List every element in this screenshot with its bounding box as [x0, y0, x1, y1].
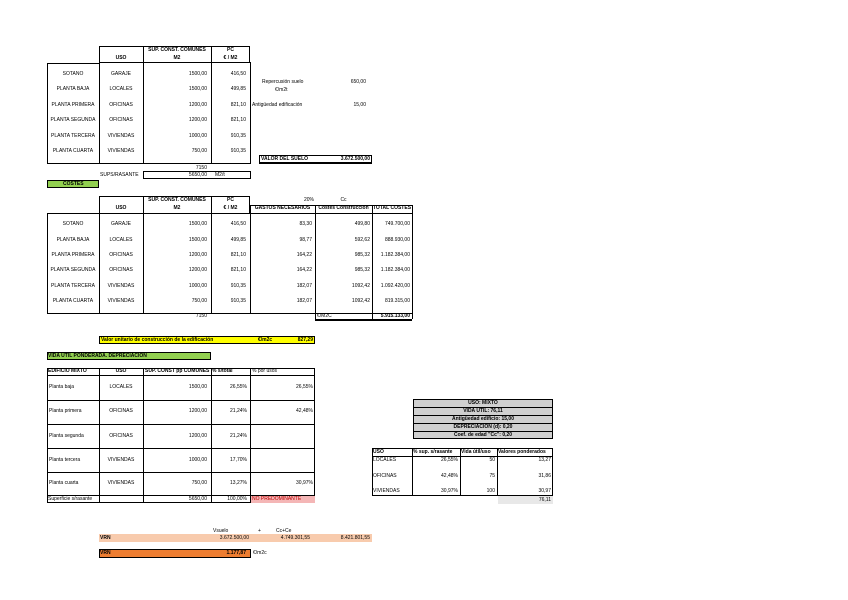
v-sup-rasante-value: 5650,00 [188, 496, 207, 502]
c-r3-sup: 1200,00 [188, 267, 207, 273]
v-r3-uso: VIVIENDAS [107, 457, 135, 463]
t1-r2-planta: PLANTA PRIMERA [51, 102, 95, 108]
t1-r1-planta: PLANTA BAJA [56, 86, 90, 92]
v-r1-planta: Planta primera [49, 408, 82, 414]
repercusion-label: Repercusión suelo [262, 79, 304, 85]
u-h-valores: Valores ponderados [498, 449, 546, 455]
v-r4-uso: VIVIENDAS [107, 480, 135, 486]
c-r1-uso: LOCALES [109, 237, 133, 243]
t1-r5-pc: 910,35 [230, 148, 246, 154]
c-h-uso: USO [115, 205, 127, 211]
vrn-h-suelo: Vsuelo [213, 528, 229, 534]
c-r5-planta: PLANTA CUARTA [52, 298, 94, 304]
c-r5-sup: 750,00 [191, 298, 207, 304]
t1-sups-rasante-value: 5650,00 [188, 172, 207, 178]
v-r2-planta: Planta segunda [49, 433, 84, 439]
t1-r2-uso: OFICINAS [109, 102, 133, 108]
t1-h-sup: SUP. CONST. COMUNES [148, 47, 206, 53]
c-r0-cc: 499,80 [354, 221, 370, 227]
u-r0-valor: 13,27 [538, 457, 551, 463]
t1-sups-rasante-label: SUPS/RASANTE [100, 172, 139, 178]
repercusion-value: 650,00 [350, 79, 366, 85]
c-total-costes: 5.915.133,00 [380, 313, 410, 319]
summary-vida-util: VIDA ÚTIL: 76,11 [463, 408, 503, 414]
t1-r1-pc: 499,85 [230, 86, 246, 92]
v-r0-uso: LOCALES [109, 384, 133, 390]
c-r0-planta: SOTANO [62, 221, 84, 227]
t1-r0-planta: SOTANO [62, 71, 84, 77]
u-h-vida: Vida útil/uso [461, 449, 491, 455]
repercusion-unit: €/m2t [275, 87, 288, 93]
c-r0-total: 749.700,00 [384, 221, 410, 227]
c-h-pc-unit: € / M2 [223, 205, 238, 211]
v-r2-uso: OFICINAS [109, 433, 133, 439]
t1-r3-planta: PLANTA SEGUNDA [50, 117, 96, 123]
valor-unitario-label: Valor unitario de construcción de la edificación [101, 337, 214, 343]
c-h-pct: 20% [303, 197, 314, 203]
u-h-uso: USO [373, 449, 384, 455]
t1-r0-pc: 416,50 [230, 71, 246, 77]
t1-r0-sup: 1500,00 [188, 71, 207, 77]
v-h-pct-total: % s/total [212, 368, 233, 374]
c-r5-uso: VIVIENDAS [107, 298, 135, 304]
c-h-cc: Cc [340, 197, 347, 203]
valor-unitario-value: 827,29 [297, 337, 313, 343]
c-r2-pc: 821,10 [230, 252, 246, 258]
c-r1-planta: PLANTA BAJA [56, 237, 90, 243]
c-r4-uso: VIVIENDAS [107, 283, 135, 289]
v-r3-pct-total: 17,70% [230, 457, 247, 463]
v-r2-pct-total: 21,24% [230, 433, 247, 439]
no-predominante-label: NO PREDOMINANTE [252, 496, 302, 502]
c-r4-gastos: 182,07 [296, 283, 312, 289]
c-r2-gastos: 164,22 [296, 252, 312, 258]
t1-r5-uso: VIVIENDAS [107, 148, 135, 154]
c-h-gastos: GASTOS NECESARIOS [254, 205, 311, 211]
u-r0-pct: 26,55% [441, 457, 458, 463]
vrn-label2: VRN [100, 550, 111, 556]
v-r0-planta: Planta baja [49, 384, 75, 390]
vrn-suelo: 3.672.500,00 [219, 535, 249, 541]
c-r3-total: 1.182.384,00 [380, 267, 410, 273]
c-r4-sup: 1000,00 [188, 283, 207, 289]
t1-h-sup-unit: M2 [173, 55, 181, 61]
t1-r0-uso: GARAJE [110, 71, 131, 77]
t1-sups-rasante-unit: M2/t [215, 172, 225, 178]
valor-unitario-unit: €/m2c [258, 337, 273, 343]
c-r2-planta: PLANTA PRIMERA [51, 252, 95, 258]
c-r0-gastos: 83,30 [299, 221, 312, 227]
v-r0-pct-usos: 26,55% [296, 384, 313, 390]
u-total: 76,11 [538, 497, 551, 503]
c-r4-cc: 1092,42 [351, 283, 370, 289]
c-r5-cc: 1092,42 [351, 298, 370, 304]
t1-r4-planta: PLANTA TERCERA [51, 133, 95, 139]
v-sup-rasante-label: Superficie s/rasante [48, 496, 93, 502]
t1-r3-pc: 821,10 [230, 117, 246, 123]
c-r1-total: 888.930,00 [384, 237, 410, 243]
c-r3-uso: OFICINAS [109, 267, 133, 273]
v-h-sup: SUP. CONST pp COMUNES [145, 368, 210, 374]
u-r1-pct: 42,48% [441, 473, 458, 479]
c-r4-total: 1.092.420,00 [380, 283, 410, 289]
t1-h-pc-unit: € / M2 [223, 55, 238, 61]
costes-section-label: COSTES [63, 181, 84, 187]
t1-total-sup: 7150 [195, 165, 207, 171]
u-r0-uso: LOCALES [373, 457, 397, 463]
c-total-sup: 7150 [195, 313, 207, 319]
antiguedad-value: 15,00 [353, 102, 366, 108]
c-h-pc: PC [227, 197, 234, 203]
t1-r4-sup: 1000,00 [188, 133, 207, 139]
c-h-sup: SUP. CONST. COMUNES [148, 197, 206, 203]
c-r5-total: 819.315,00 [384, 298, 410, 304]
t1-r1-uso: LOCALES [109, 86, 133, 92]
summary-depreciacion: DEPRECIACIÓN (d): 0,20 [453, 424, 513, 430]
v-r0-pct-total: 26,55% [230, 384, 247, 390]
t1-r2-pc: 821,10 [230, 102, 246, 108]
v-r4-pct-total: 13,27% [230, 480, 247, 486]
t1-r1-sup: 1500,00 [188, 86, 207, 92]
u-r2-vida: 100 [486, 488, 495, 494]
vrn-label: VRN [100, 535, 111, 541]
c-r3-planta: PLANTA SEGUNDA [50, 267, 96, 273]
c-r2-cc: 985,32 [354, 252, 370, 258]
c-h-sup-unit: M2 [173, 205, 181, 211]
c-r2-total: 1.182.384,00 [380, 252, 410, 258]
v-r1-uso: OFICINAS [109, 408, 133, 414]
c-r1-gastos: 98,77 [299, 237, 312, 243]
c-r2-sup: 1200,00 [188, 252, 207, 258]
c-r3-gastos: 164,22 [296, 267, 312, 273]
u-r1-vida: 75 [489, 473, 495, 479]
v-r4-pct-usos: 30,97% [296, 480, 313, 486]
valor-suelo-value: 3.672.500,00 [340, 156, 370, 162]
c-r0-pc: 416,50 [230, 221, 246, 227]
t1-h-pc: PC [227, 47, 234, 53]
t1-r5-planta: PLANTA CUARTA [52, 148, 94, 154]
t1-r4-uso: VIVIENDAS [107, 133, 135, 139]
u-r1-valor: 31,86 [538, 473, 551, 479]
v-r1-pct-total: 21,24% [230, 408, 247, 414]
vida-util-section-label: VIDA ÚTIL PONDERADA. DEPRECIACIÓN [48, 353, 147, 359]
v-r4-sup: 750,00 [191, 480, 207, 486]
c-r5-pc: 910,35 [230, 298, 246, 304]
v-h-edificio: EDIFICIO MIXTO [48, 368, 87, 374]
t1-h-uso: USO [115, 55, 127, 61]
t1-r3-uso: OFICINAS [109, 117, 133, 123]
c-h-costes-c: Costes Construcción [318, 205, 369, 211]
u-h-pct: % sup. s/rasante [413, 449, 453, 455]
t1-r2-sup: 1200,00 [188, 102, 207, 108]
v-r1-pct-usos: 42,48% [296, 408, 313, 414]
valor-suelo-label: VALOR DEL SUELO [261, 156, 309, 162]
c-r3-pc: 821,10 [230, 267, 246, 273]
u-r0-vida: 50 [489, 457, 495, 463]
vrn-h-cc: Cc+Ce [276, 528, 292, 534]
t1-r5-sup: 750,00 [191, 148, 207, 154]
v-h-pct-usos: % por usos [252, 368, 278, 374]
vrn-cc: 4.749.301,55 [280, 535, 310, 541]
c-r3-cc: 985,32 [354, 267, 370, 273]
v-r0-sup: 1500,00 [188, 384, 207, 390]
v-r4-planta: Planta cuarta [49, 480, 79, 486]
c-r1-cc: 592,62 [354, 237, 370, 243]
c-unit-label: €/M2C [317, 313, 332, 319]
u-r1-uso: OFICINAS [373, 473, 397, 479]
antiguedad-label: Antigüedad edificación [252, 102, 303, 108]
v-r3-planta: Planta tercera [49, 457, 81, 463]
summary-uso: USO: MIXTO [468, 400, 498, 406]
c-r2-uso: OFICINAS [109, 252, 133, 258]
u-r2-pct: 30,97% [441, 488, 458, 494]
u-r2-uso: VIVIENDAS [373, 488, 400, 494]
c-r0-uso: GARAJE [110, 221, 131, 227]
summary-coef: Coef. de edad "Cc": 0,20 [453, 432, 513, 438]
c-h-total: TOTAL COSTES [372, 205, 412, 211]
summary-antiguedad: Antigüedad edificio: 15,00 [452, 416, 514, 422]
v-r3-sup: 1000,00 [188, 457, 207, 463]
vrn-total: 8.421.801,55 [340, 535, 370, 541]
c-r0-sup: 1500,00 [188, 221, 207, 227]
v-r1-sup: 1200,00 [188, 408, 207, 414]
vrn-unit-value: 1.177,87 [226, 550, 246, 556]
t1-r3-sup: 1200,00 [188, 117, 207, 123]
c-r1-sup: 1500,00 [188, 237, 207, 243]
c-r4-pc: 910,35 [230, 283, 246, 289]
v-sup-rasante-pct: 100,00% [227, 496, 247, 502]
c-r1-pc: 499,85 [230, 237, 246, 243]
u-r2-valor: 30,97 [538, 488, 551, 494]
vrn-h-plus: + [258, 528, 261, 534]
vrn-unit: €/m2c [253, 550, 267, 556]
v-r2-sup: 1200,00 [188, 433, 207, 439]
t1-r4-pc: 910,35 [230, 133, 246, 139]
c-r5-gastos: 182,07 [296, 298, 312, 304]
c-r4-planta: PLANTA TERCERA [51, 283, 95, 289]
v-h-uso: USO [115, 368, 127, 374]
